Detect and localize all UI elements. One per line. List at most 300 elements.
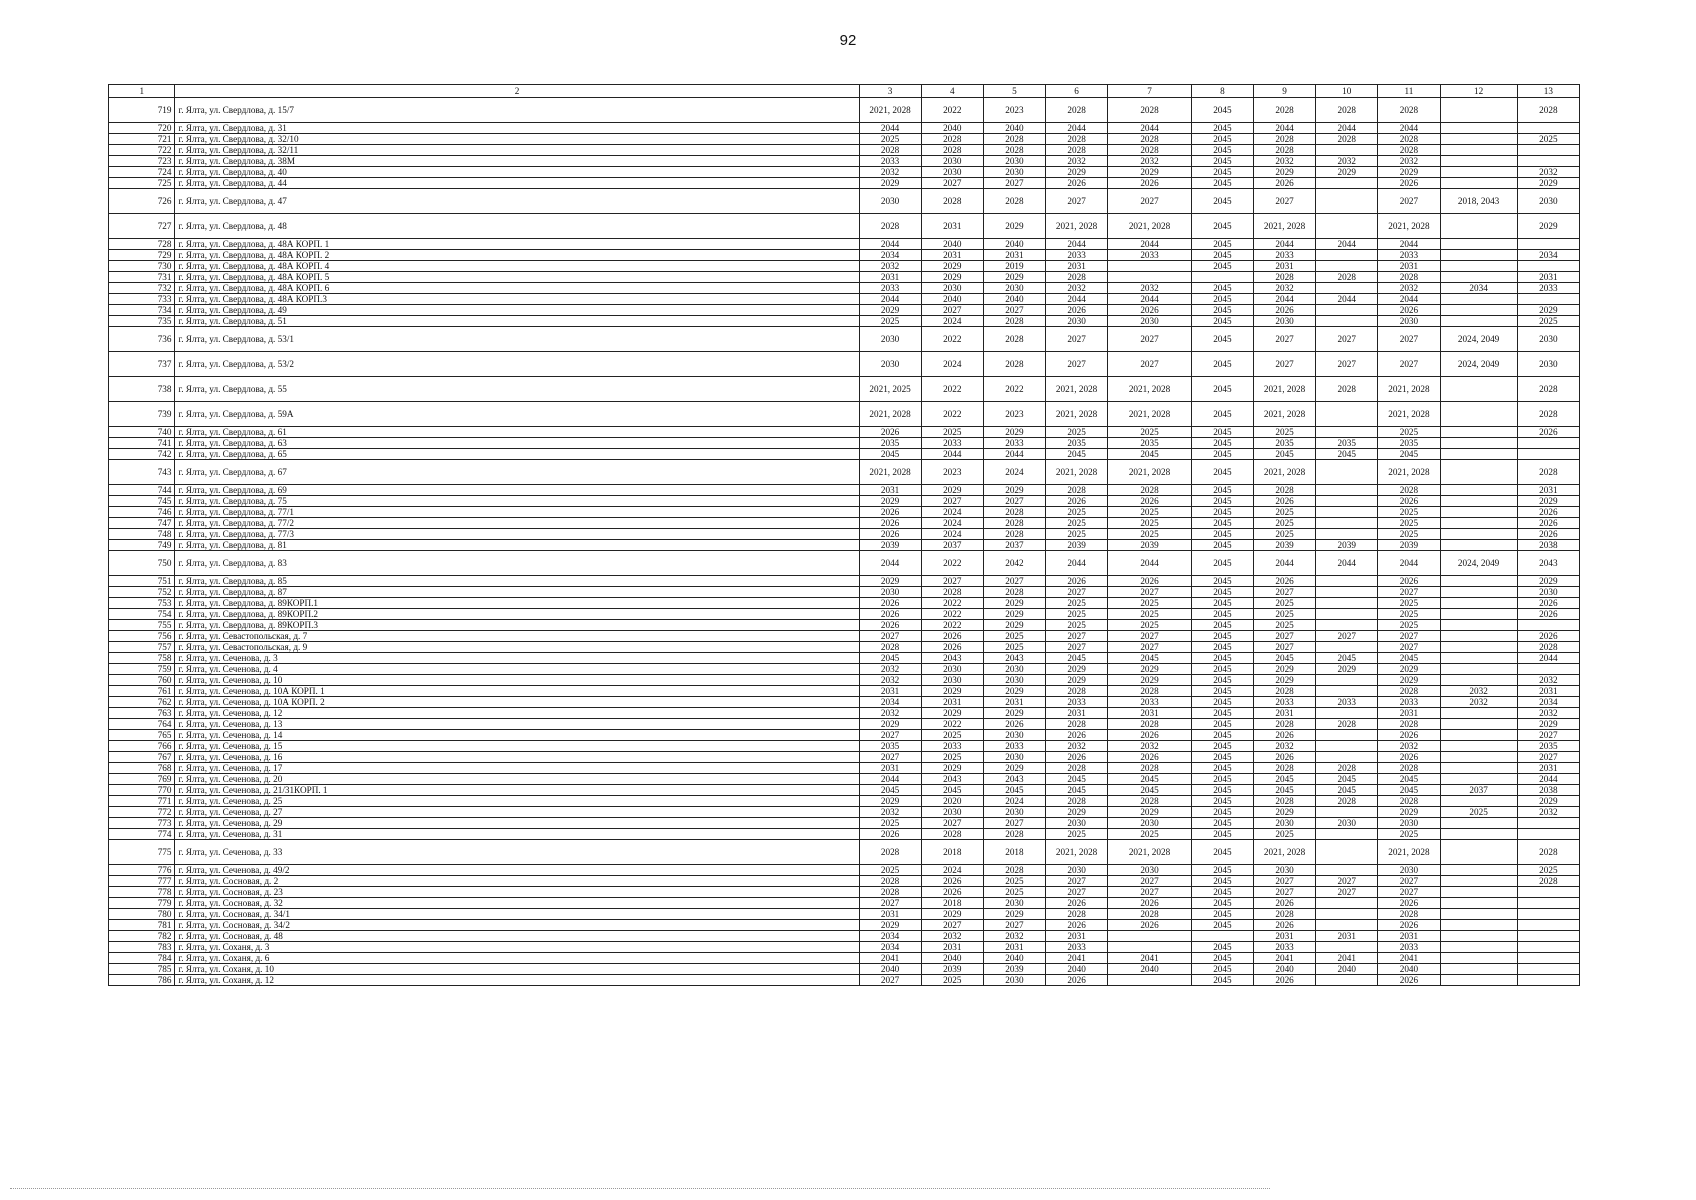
address-cell: г. Ялта, ул. Свердлова, д. 32/10 [175,134,859,145]
year-cell-col-7: 2021, 2028 [1108,840,1192,865]
year-cell-col-11: 2030 [1378,316,1440,327]
year-cell-col-6: 2021, 2028 [1046,840,1108,865]
year-cell-col-10 [1316,214,1378,239]
year-cell-col-7: 2032 [1108,741,1192,752]
address-cell: г. Ялта, ул. Свердлова, д. 65 [175,449,859,460]
year-cell-col-5: 2045 [983,785,1045,796]
table-row [109,887,1580,898]
year-cell-col-12 [1440,708,1517,719]
year-cell-col-9: 2025 [1253,507,1315,518]
year-cell-col-7: 2033 [1108,250,1192,261]
year-cell-col-11: 2026 [1378,920,1440,931]
row-number-cell: 785 [109,964,175,975]
year-cell-col-8: 2045 [1191,774,1253,785]
year-cell-col-8: 2045 [1191,686,1253,697]
year-cell-col-12 [1440,920,1517,931]
year-cell-col-8: 2045 [1191,807,1253,818]
column-header-5: 5 [983,85,1045,98]
year-cell-col-9: 2045 [1253,774,1315,785]
year-cell-col-6: 2021, 2028 [1046,377,1108,402]
year-cell-col-6: 2035 [1046,438,1108,449]
year-cell-col-7: 2027 [1108,876,1192,887]
year-cell-col-9: 2027 [1253,887,1315,898]
row-number-cell: 754 [109,609,175,620]
year-cell-col-11: 2025 [1378,829,1440,840]
year-cell-col-13 [1517,449,1579,460]
year-cell-col-9: 2044 [1253,294,1315,305]
year-cell-col-4: 2024 [921,529,983,540]
year-cell-col-7: 2025 [1108,609,1192,620]
address-cell: г. Ялта, ул. Сеченова, д. 15 [175,741,859,752]
table-row [109,123,1580,134]
year-cell-col-9: 2029 [1253,167,1315,178]
column-header-3: 3 [859,85,921,98]
year-cell-col-9: 2035 [1253,438,1315,449]
year-cell-col-4: 2028 [921,587,983,598]
year-cell-col-7: 2027 [1108,887,1192,898]
year-cell-col-8: 2045 [1191,840,1253,865]
table-row [109,631,1580,642]
address-cell: г. Ялта, ул. Сеченова, д. 3 [175,653,859,664]
year-cell-col-11: 2027 [1378,327,1440,352]
year-cell-col-11: 2032 [1378,741,1440,752]
year-cell-col-7: 2029 [1108,167,1192,178]
year-cell-col-3: 2034 [859,931,921,942]
year-cell-col-12 [1440,975,1517,986]
year-cell-col-7: 2044 [1108,123,1192,134]
year-cell-col-6: 2025 [1046,598,1108,609]
address-cell: г. Ялта, ул. Сеченова, д. 13 [175,719,859,730]
year-cell-col-13: 2026 [1517,631,1579,642]
year-cell-col-5: 2031 [983,250,1045,261]
table-row [109,377,1580,402]
year-cell-col-4: 2031 [921,942,983,953]
year-cell-col-7: 2026 [1108,178,1192,189]
year-cell-col-10: 2029 [1316,664,1378,675]
year-cell-col-12: 2034 [1440,283,1517,294]
year-cell-col-6: 2027 [1046,327,1108,352]
table-row [109,818,1580,829]
year-cell-col-11: 2033 [1378,942,1440,953]
row-number-cell: 744 [109,485,175,496]
year-cell-col-13 [1517,818,1579,829]
row-number-cell: 731 [109,272,175,283]
year-cell-col-12 [1440,763,1517,774]
year-cell-col-12 [1440,609,1517,620]
year-cell-col-10: 2028 [1316,134,1378,145]
year-cell-col-3: 2027 [859,898,921,909]
year-cell-col-11: 2025 [1378,518,1440,529]
address-cell: г. Ялта, ул. Сеченова, д. 4 [175,664,859,675]
table-row [109,156,1580,167]
year-cell-col-11: 2031 [1378,931,1440,942]
year-cell-col-7: 2021, 2028 [1108,402,1192,427]
year-cell-col-8: 2045 [1191,316,1253,327]
year-cell-col-5: 2018 [983,840,1045,865]
year-cell-col-6: 2029 [1046,675,1108,686]
table-row [109,178,1580,189]
year-cell-col-10: 2044 [1316,123,1378,134]
year-cell-col-3: 2033 [859,156,921,167]
address-cell: г. Ялта, ул. Свердлова, д. 38М [175,156,859,167]
year-cell-col-6: 2027 [1046,352,1108,377]
year-cell-col-9: 2028 [1253,719,1315,730]
year-cell-col-7: 2044 [1108,551,1192,576]
table-row [109,402,1580,427]
row-number-cell: 729 [109,250,175,261]
year-cell-col-10 [1316,642,1378,653]
year-cell-col-11: 2045 [1378,774,1440,785]
table-row [109,598,1580,609]
year-cell-col-13: 2029 [1517,214,1579,239]
year-cell-col-10 [1316,675,1378,686]
row-number-cell: 745 [109,496,175,507]
address-cell: г. Ялта, ул. Свердлова, д. 69 [175,485,859,496]
year-cell-col-4: 2032 [921,931,983,942]
year-cell-col-10 [1316,975,1378,986]
year-cell-col-4: 2029 [921,485,983,496]
year-cell-col-5: 2027 [983,920,1045,931]
address-cell: г. Ялта, ул. Свердлова, д. 77/1 [175,507,859,518]
year-cell-col-8: 2045 [1191,953,1253,964]
year-cell-col-8: 2045 [1191,402,1253,427]
year-cell-col-12 [1440,449,1517,460]
year-cell-col-5: 2025 [983,887,1045,898]
table-row [109,507,1580,518]
year-cell-col-8: 2045 [1191,920,1253,931]
year-cell-col-10: 2028 [1316,272,1378,283]
row-number-cell: 764 [109,719,175,730]
year-cell-col-8: 2045 [1191,631,1253,642]
year-cell-col-8: 2045 [1191,123,1253,134]
year-cell-col-8: 2045 [1191,609,1253,620]
year-cell-col-6: 2026 [1046,920,1108,931]
year-cell-col-12 [1440,642,1517,653]
year-cell-col-5: 2028 [983,189,1045,214]
year-cell-col-8: 2045 [1191,829,1253,840]
year-cell-col-5: 2024 [983,460,1045,485]
year-cell-col-13 [1517,261,1579,272]
row-number-cell: 769 [109,774,175,785]
year-cell-col-11: 2027 [1378,587,1440,598]
year-cell-col-3: 2045 [859,653,921,664]
year-cell-col-12 [1440,316,1517,327]
year-cell-col-3: 2029 [859,305,921,316]
year-cell-col-12 [1440,719,1517,730]
year-cell-col-3: 2021, 2025 [859,377,921,402]
table-row [109,807,1580,818]
year-cell-col-3: 2028 [859,642,921,653]
row-number-cell: 727 [109,214,175,239]
year-cell-col-9: 2026 [1253,730,1315,741]
row-number-cell: 782 [109,931,175,942]
year-cell-col-8: 2045 [1191,449,1253,460]
year-cell-col-7: 2030 [1108,818,1192,829]
year-cell-col-11: 2028 [1378,272,1440,283]
row-number-cell: 777 [109,876,175,887]
year-cell-col-11: 2044 [1378,123,1440,134]
year-cell-col-12 [1440,427,1517,438]
year-cell-col-8: 2045 [1191,294,1253,305]
year-cell-col-6: 2029 [1046,807,1108,818]
year-cell-col-6: 2032 [1046,156,1108,167]
year-cell-col-7: 2027 [1108,631,1192,642]
year-cell-col-6: 2033 [1046,697,1108,708]
table-row [109,840,1580,865]
year-cell-col-5: 2029 [983,214,1045,239]
year-cell-col-7: 2044 [1108,239,1192,250]
year-cell-col-4: 2029 [921,261,983,272]
year-cell-col-11: 2044 [1378,239,1440,250]
year-cell-col-5: 2029 [983,485,1045,496]
year-cell-col-6: 2028 [1046,145,1108,156]
year-cell-col-13: 2034 [1517,250,1579,261]
address-cell: г. Ялта, ул. Свердлова, д. 83 [175,551,859,576]
year-cell-col-7: 2021, 2028 [1108,460,1192,485]
year-cell-col-8: 2045 [1191,377,1253,402]
table-row [109,697,1580,708]
year-cell-col-5: 2030 [983,675,1045,686]
address-cell: г. Ялта, ул. Свердлова, д. 48А КОРП. 5 [175,272,859,283]
year-cell-col-3: 2045 [859,449,921,460]
year-cell-col-12 [1440,123,1517,134]
address-cell: г. Ялта, ул. Сеченова, д. 25 [175,796,859,807]
table-row [109,316,1580,327]
year-cell-col-6: 2032 [1046,741,1108,752]
row-number-cell: 761 [109,686,175,697]
address-cell: г. Ялта, ул. Соханя, д. 3 [175,942,859,953]
year-cell-col-4: 2030 [921,664,983,675]
year-cell-col-10 [1316,609,1378,620]
year-cell-col-7 [1108,975,1192,986]
year-cell-col-7: 2026 [1108,576,1192,587]
year-cell-col-10 [1316,741,1378,752]
year-cell-col-13 [1517,931,1579,942]
year-cell-col-7: 2028 [1108,719,1192,730]
year-cell-col-5: 2023 [983,98,1045,123]
row-number-cell: 740 [109,427,175,438]
year-cell-col-3: 2026 [859,829,921,840]
year-cell-col-11: 2026 [1378,576,1440,587]
year-cell-col-5: 2027 [983,178,1045,189]
year-cell-col-4: 2031 [921,250,983,261]
address-cell: г. Ялта, ул. Свердлова, д. 59А [175,402,859,427]
row-number-cell: 783 [109,942,175,953]
table-row [109,305,1580,316]
column-header-10: 10 [1316,85,1378,98]
table-row [109,898,1580,909]
year-cell-col-9: 2027 [1253,642,1315,653]
table-row [109,686,1580,697]
year-cell-col-12: 2024, 2049 [1440,327,1517,352]
year-cell-col-6: 2028 [1046,686,1108,697]
year-cell-col-10 [1316,427,1378,438]
year-cell-col-13 [1517,145,1579,156]
year-cell-col-5: 2040 [983,294,1045,305]
year-cell-col-3: 2034 [859,697,921,708]
table-row [109,964,1580,975]
year-cell-col-9: 2028 [1253,796,1315,807]
year-cell-col-10: 2027 [1316,631,1378,642]
row-number-cell: 760 [109,675,175,686]
year-cell-col-3: 2032 [859,675,921,686]
year-cell-col-12 [1440,261,1517,272]
year-cell-col-5: 2028 [983,134,1045,145]
year-cell-col-8: 2045 [1191,167,1253,178]
year-cell-col-10 [1316,587,1378,598]
year-cell-col-8: 2045 [1191,134,1253,145]
year-cell-col-4: 2033 [921,741,983,752]
year-cell-col-4: 2040 [921,123,983,134]
year-cell-col-11: 2025 [1378,609,1440,620]
row-number-cell: 747 [109,518,175,529]
year-cell-col-5: 2025 [983,631,1045,642]
year-cell-col-13 [1517,887,1579,898]
year-cell-col-7: 2033 [1108,697,1192,708]
column-header-6: 6 [1046,85,1108,98]
address-cell: г. Ялта, ул. Свердлова, д. 89КОРП.3 [175,620,859,631]
year-cell-col-4: 2037 [921,540,983,551]
year-cell-col-13: 2030 [1517,352,1579,377]
year-cell-col-4: 2018 [921,898,983,909]
year-cell-col-13 [1517,920,1579,931]
year-cell-col-10: 2033 [1316,697,1378,708]
year-cell-col-8: 2045 [1191,675,1253,686]
table-row [109,214,1580,239]
year-cell-col-9: 2025 [1253,427,1315,438]
year-cell-col-3: 2025 [859,316,921,327]
address-cell: г. Ялта, ул. Севастопольская, д. 7 [175,631,859,642]
row-number-cell: 781 [109,920,175,931]
year-cell-col-7: 2028 [1108,98,1192,123]
year-cell-col-7: 2039 [1108,540,1192,551]
year-cell-col-9: 2028 [1253,134,1315,145]
year-cell-col-7: 2027 [1108,327,1192,352]
year-cell-col-3: 2030 [859,587,921,598]
year-cell-col-12 [1440,145,1517,156]
year-cell-col-13: 2032 [1517,807,1579,818]
column-header-2: 2 [175,85,859,98]
year-cell-col-4: 2024 [921,352,983,377]
year-cell-col-3: 2029 [859,920,921,931]
year-cell-col-8: 2045 [1191,460,1253,485]
year-cell-col-3: 2021, 2028 [859,402,921,427]
year-cell-col-9: 2026 [1253,752,1315,763]
year-cell-col-6: 2026 [1046,730,1108,741]
year-cell-col-11: 2027 [1378,887,1440,898]
year-cell-col-11: 2025 [1378,529,1440,540]
row-number-cell: 748 [109,529,175,540]
year-cell-col-6: 2028 [1046,796,1108,807]
year-cell-col-5: 2030 [983,807,1045,818]
year-cell-col-8: 2045 [1191,763,1253,774]
year-cell-col-13: 2031 [1517,272,1579,283]
year-cell-col-5: 2028 [983,145,1045,156]
year-cell-col-4: 2028 [921,145,983,156]
year-cell-col-8: 2045 [1191,818,1253,829]
year-cell-col-13: 2043 [1517,551,1579,576]
year-cell-col-10 [1316,460,1378,485]
row-number-cell: 772 [109,807,175,818]
year-cell-col-4: 2024 [921,865,983,876]
year-cell-col-3: 2041 [859,953,921,964]
year-cell-col-13 [1517,898,1579,909]
address-cell: г. Ялта, ул. Сосновая, д. 2 [175,876,859,887]
year-cell-col-3: 2031 [859,909,921,920]
year-cell-col-5: 2023 [983,402,1045,427]
row-number-cell: 732 [109,283,175,294]
row-number-cell: 767 [109,752,175,763]
scan-artifact-line [10,1188,1270,1190]
year-cell-col-3: 2044 [859,123,921,134]
year-cell-col-3: 2025 [859,865,921,876]
year-cell-col-8: 2045 [1191,261,1253,272]
year-cell-col-7: 2027 [1108,189,1192,214]
year-cell-col-11: 2026 [1378,305,1440,316]
year-cell-col-11: 2029 [1378,675,1440,686]
year-cell-col-3: 2044 [859,774,921,785]
year-cell-col-3: 2032 [859,167,921,178]
year-cell-col-7: 2040 [1108,964,1192,975]
year-cell-col-6: 2029 [1046,664,1108,675]
address-cell: г. Ялта, ул. Свердлова, д. 75 [175,496,859,507]
address-cell: г. Ялта, ул. Свердлова, д. 31 [175,123,859,134]
year-cell-col-5: 2028 [983,507,1045,518]
year-cell-col-5: 2029 [983,686,1045,697]
year-cell-col-3: 2028 [859,840,921,865]
year-cell-col-12 [1440,598,1517,609]
year-cell-col-9: 2025 [1253,518,1315,529]
row-number-cell: 765 [109,730,175,741]
year-cell-col-11: 2025 [1378,427,1440,438]
year-cell-col-11: 2025 [1378,598,1440,609]
year-cell-col-6: 2028 [1046,719,1108,730]
year-cell-col-9: 2045 [1253,653,1315,664]
year-cell-col-7: 2027 [1108,587,1192,598]
year-cell-col-6: 2031 [1046,708,1108,719]
year-cell-col-4: 2030 [921,807,983,818]
year-cell-col-11: 2033 [1378,697,1440,708]
year-cell-col-10 [1316,485,1378,496]
row-number-cell: 720 [109,123,175,134]
year-cell-col-8 [1191,931,1253,942]
year-cell-col-6: 2026 [1046,178,1108,189]
year-cell-col-5: 2029 [983,909,1045,920]
address-cell: г. Ялта, ул. Свердлова, д. 48А КОРП. 2 [175,250,859,261]
row-number-cell: 759 [109,664,175,675]
row-number-cell: 734 [109,305,175,316]
year-cell-col-11: 2041 [1378,953,1440,964]
year-cell-col-9: 2027 [1253,876,1315,887]
year-cell-col-9: 2027 [1253,631,1315,642]
year-cell-col-9: 2032 [1253,283,1315,294]
year-cell-col-5: 2043 [983,653,1045,664]
row-number-cell: 776 [109,865,175,876]
year-cell-col-11: 2032 [1378,283,1440,294]
year-cell-col-10 [1316,250,1378,261]
year-cell-col-9: 2039 [1253,540,1315,551]
table-row [109,327,1580,352]
table-row [109,942,1580,953]
year-cell-col-12 [1440,887,1517,898]
year-cell-col-8: 2045 [1191,708,1253,719]
year-cell-col-12 [1440,214,1517,239]
year-cell-col-4: 2025 [921,427,983,438]
year-cell-col-9: 2033 [1253,250,1315,261]
year-cell-col-12 [1440,829,1517,840]
row-number-cell: 741 [109,438,175,449]
year-cell-col-5: 2028 [983,587,1045,598]
